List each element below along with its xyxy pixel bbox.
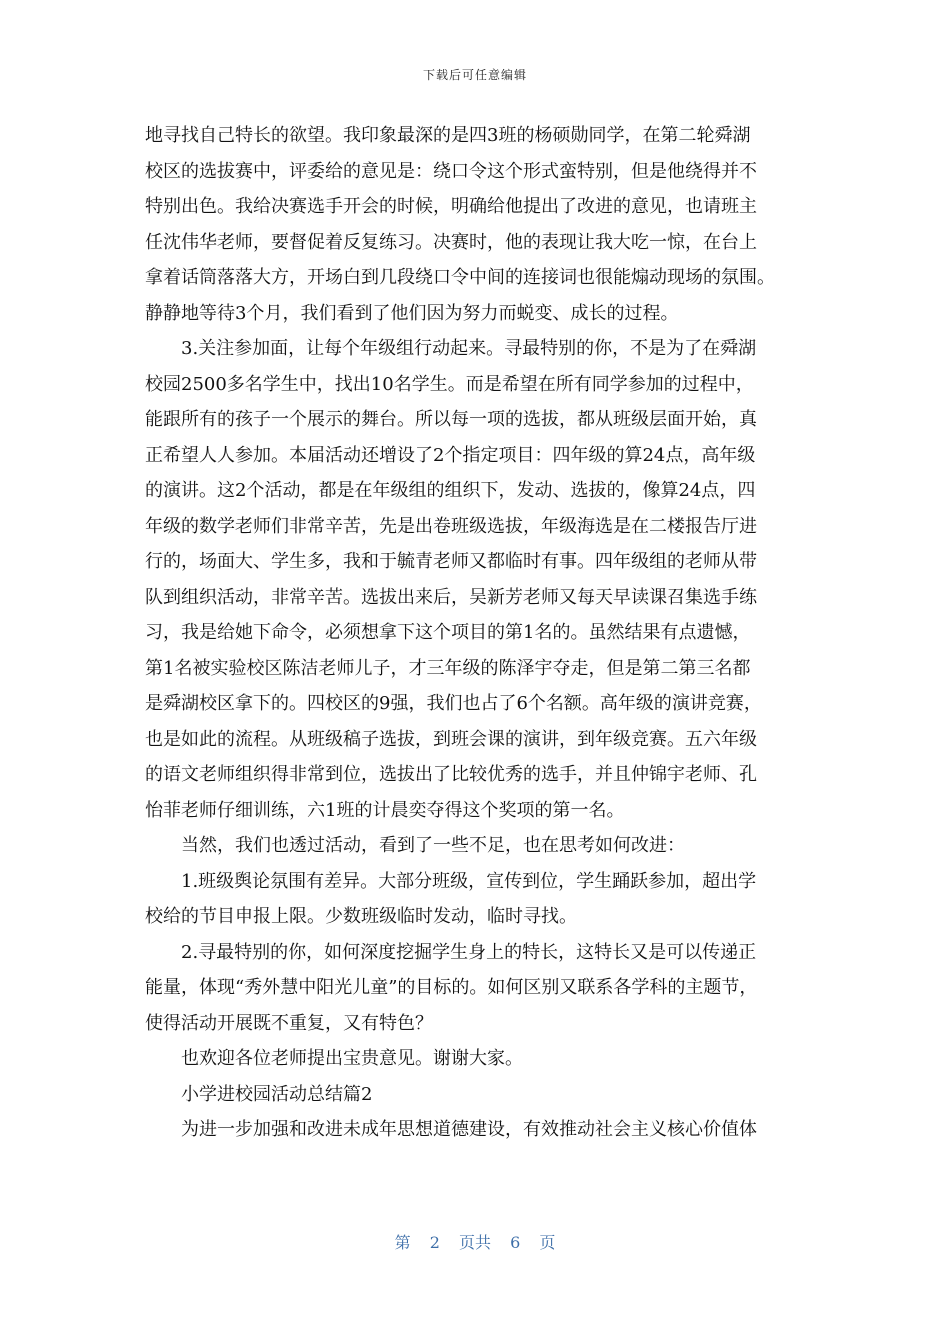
text-line: 年级的数学老师们非常辛苦，先是出卷班级选拔，年级海选是在二楼报告厅进 — [145, 515, 757, 537]
text-line: 当然，我们也透过活动，看到了一些不足，也在思考如何改进： — [181, 835, 685, 856]
text-line: 拿着话筒落落大方，开场白到几段绕口令中间的连接词也很能煽动现场的氛围。 — [145, 267, 775, 288]
text-line: 怡菲老师仔细训练，六1班的计晨奕夺得这个奖项的第一名。 — [145, 799, 625, 821]
text-line: 3.关注参加面，让每个年级组行动起来。寻最特别的你，不是为了在舜湖 — [181, 338, 757, 359]
text-line: 1.班级舆论氛围有差异。大部分班级，宣传到位，学生踊跃参加，超出学 — [181, 870, 757, 892]
document-body — [145, 118, 807, 1148]
text-line: 能跟所有的孩子一个展示的舞台。所以每一项的选拔，都从班级层面开始，真 — [145, 409, 757, 430]
page-header: 下载后可任意编辑 — [422, 68, 527, 82]
text-line: 特别出色。我给决赛选手开会的时候，明确给他提出了改进的意见，也请班主 — [145, 196, 757, 217]
text-line: 习，我是给她下命令，必须想拿下这个项目的第1名的。虽然结果有点遗憾， — [145, 622, 751, 643]
footer-prefix: 第 — [394, 1233, 411, 1252]
text-line: 是舜湖校区拿下的。四校区的9强，我们也占了6个名额。高年级的演讲竞赛， — [145, 693, 762, 714]
footer-suffix: 页 — [539, 1233, 556, 1252]
text-line: 校给的节目申报上限。少数班级临时发动，临时寻找。 — [145, 906, 577, 927]
text-line: 使得活动开展既不重复，又有特色？ — [145, 1012, 433, 1034]
text-line: 任沈伟华老师，要督促着反复练习。决赛时，他的表现让我大吃一惊，在台上 — [145, 231, 757, 253]
footer-middle: 页共 — [458, 1233, 491, 1252]
footer-current-page: 2 — [429, 1233, 440, 1252]
text-line: 也欢迎各位老师提出宝贵意见。谢谢大家。 — [181, 1048, 523, 1069]
text-line: 地寻找自己特长的欲望。我印象最深的是四3班的杨硕勋同学，在第二轮舜湖 — [145, 125, 751, 146]
text-line: 校园2500多名学生中，找出10名学生。而是希望在所有同学参加的过程中， — [145, 373, 754, 395]
text-line: 的演讲。这2个活动，都是在年级组的组织下，发动、选拔的，像算24点，四 — [145, 480, 756, 501]
text-line: 队到组织活动，非常辛苦。选拔出来后，吴新芳老师又每天早读课召集选手练 — [145, 586, 757, 608]
text-line: 静静地等待3个月，我们看到了他们因为努力而蜕变、成长的过程。 — [145, 302, 679, 324]
text-line: 2.寻最特别的你，如何深度挖掘学生身上的特长，这特长又是可以传递正 — [181, 941, 757, 963]
text-line: 第1名被实验校区陈洁老师儿子，才三年级的陈泽宇夺走，但是第二第三名都 — [145, 657, 751, 679]
text-line: 为进一步加强和改进未成年思想道德建设，有效推动社会主义核心价值体 — [181, 1119, 757, 1140]
text-line: 小学进校园活动总结篇2 — [181, 1083, 373, 1105]
page-footer — [0, 1230, 950, 1253]
footer-total-pages: 6 — [510, 1233, 521, 1252]
text-line: 的语文老师组织得非常到位，选拔出了比较优秀的选手，并且仲锦宇老师、孔 — [145, 764, 757, 785]
text-line: 能量，体现“秀外慧中阳光儿童”的目标的。如何区别又联系各学科的主题节， — [145, 977, 758, 998]
text-line: 也是如此的流程。从班级稿子选拔，到班会课的演讲，到年级竞赛。五六年级 — [145, 728, 757, 750]
text-line: 行的，场面大、学生多，我和于毓青老师又都临时有事。四年级组的老师从带 — [145, 551, 757, 572]
text-line: 正希望人人参加。本届活动还增设了2个指定项目：四年级的算24点，高年级 — [145, 444, 756, 466]
text-line: 校区的选拔赛中，评委给的意见是：绕口令这个形式蛮特别，但是他绕得并不 — [145, 160, 757, 182]
